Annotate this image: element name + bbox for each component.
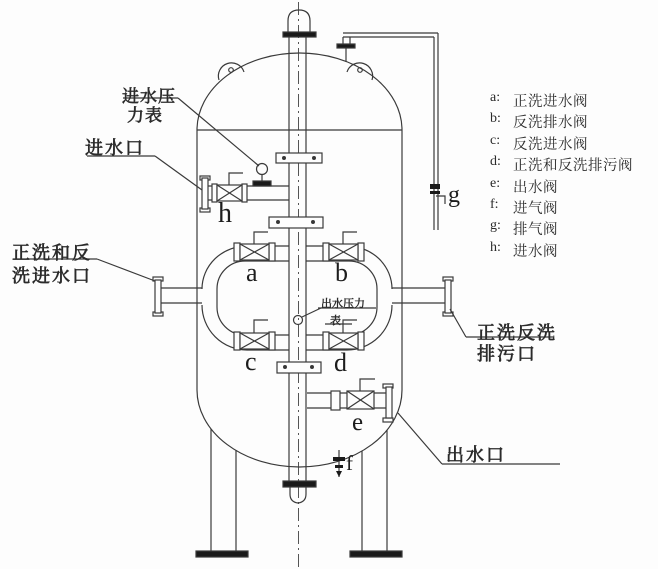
central-riser-pipe	[269, 10, 323, 503]
valve-label-h: h	[218, 198, 232, 229]
callout-outlet-pressure-gauge-line2: 表	[330, 315, 341, 327]
legend-label: 正洗和反洗排污阀	[513, 158, 633, 175]
drain-nozzle	[392, 277, 453, 316]
inlet-assembly-h	[200, 173, 289, 212]
legend-label: 反洗排水阀	[513, 115, 588, 132]
callout-wash-inlet-line2: 洗进水口	[12, 266, 92, 286]
legend-key: h:	[490, 239, 501, 255]
lifting-lug-right	[347, 63, 373, 80]
legend-label: 进气阀	[513, 200, 558, 217]
legend-item-b	[490, 111, 633, 132]
legend-item-e	[490, 176, 633, 197]
callout-drain-port-line2: 排污口	[477, 344, 537, 364]
valve-label-a: a	[246, 258, 258, 287]
legend-key: e:	[490, 175, 501, 191]
callout-water-inlet: 进水口	[85, 138, 145, 158]
legend-key: a:	[490, 90, 501, 105]
support-leg-right	[350, 430, 402, 557]
legend-item-a	[490, 90, 633, 111]
valve-label-e: e	[352, 409, 364, 436]
legend-item-d	[490, 154, 633, 175]
valve-b	[323, 232, 364, 261]
callout-wash-inlet-line1: 正洗和反	[12, 243, 92, 263]
support-leg-left	[196, 429, 248, 557]
legend-key: c:	[490, 132, 501, 148]
legend-item-g	[490, 218, 633, 239]
legend-label: 反洗进水阀	[513, 136, 588, 153]
valve-label-g: g	[448, 182, 460, 208]
callout-inlet-pressure-gauge-line1: 进水压	[122, 87, 176, 106]
wash-inlet-nozzle	[153, 277, 202, 316]
vent-line	[337, 33, 445, 230]
legend-label: 进水阀	[513, 243, 558, 260]
outlet-assembly-e	[307, 379, 393, 422]
legend-item-f	[490, 197, 633, 218]
valve-c	[234, 320, 275, 350]
valve-label-b: b	[335, 258, 348, 287]
legend-key: f:	[490, 196, 499, 212]
inlet-pressure-gauge	[253, 164, 271, 187]
legend-item-c	[490, 133, 633, 154]
legend-key: b:	[490, 111, 501, 127]
legend-item-h	[490, 240, 633, 261]
legend-key: d:	[490, 154, 501, 170]
legend-key: g:	[490, 218, 501, 234]
valve-label-f: f	[346, 451, 353, 475]
air-inlet-valve-f	[333, 450, 345, 477]
valve-legend	[490, 90, 633, 261]
valve-a	[234, 232, 275, 261]
legend-label: 出水阀	[513, 179, 558, 196]
lifting-lug-left	[218, 63, 244, 80]
legend-label: 正洗进水阀	[513, 94, 588, 110]
legend-label: 排气阀	[513, 222, 558, 239]
valve-label-c: c	[245, 347, 257, 376]
callout-water-outlet: 出水口	[446, 445, 506, 465]
valve-label-d: d	[334, 348, 347, 377]
callout-outlet-pressure-gauge-line1: 出水压力	[321, 298, 365, 310]
callout-drain-port-line1: 正洗反洗	[477, 323, 557, 343]
callout-inlet-pressure-gauge-line2: 力表	[127, 106, 163, 125]
